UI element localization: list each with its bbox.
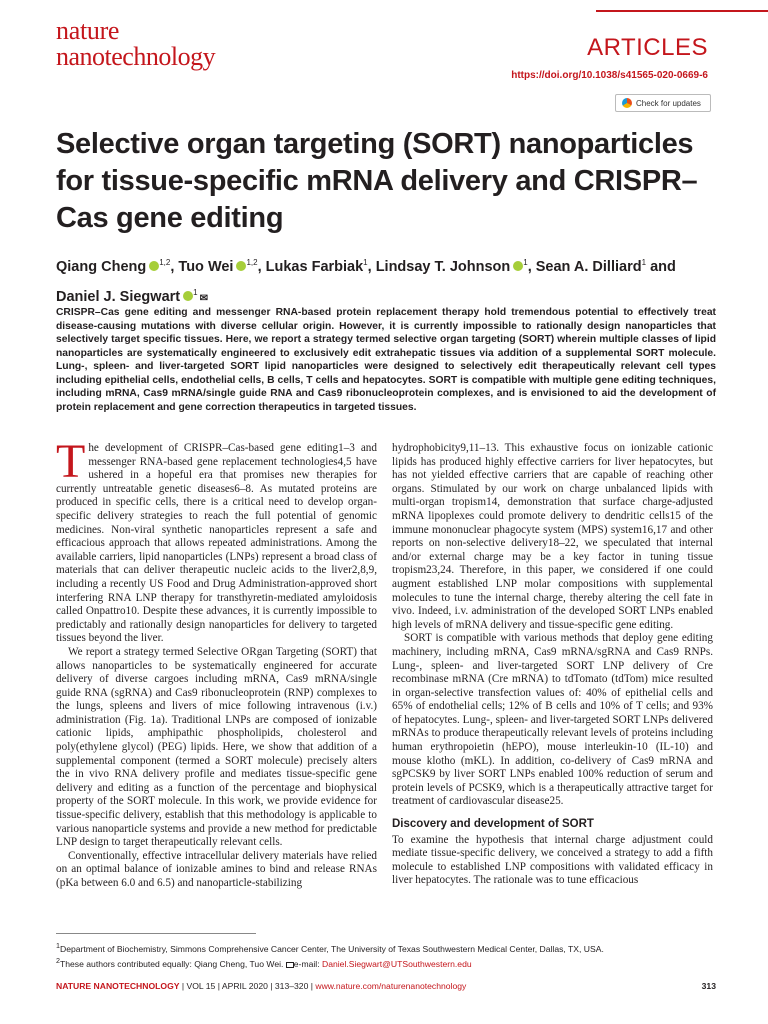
body-paragraph [56, 435, 377, 646]
body-paragraph: SORT is compatible with various methods that deploy gene editing machinery, including mRNA, Cas9 mRNA/sgRNA and Cas9 RNPs. Lung-, spleen- and liver-targeted SORT LNP delivery of Cre recombinase mRNA (Cre mRNA) to tdTomato (tdTom) mice resulted in organ-selective transfection values of: 40% of epithelial cells and 65% of endothelial cells; 12% of B cells and 10% of T cells; and 93% of hepatocytes. Lung-, spleen- and liver-targeted SORT LNPs delivered mRNAs to produce therapeutically relevant levels of proteins including human erythropoietin (hEPO), mouse interleukin-10 (IL-10) and mouse klotho (mKL). In addition, co-delivery of Cas9 mRNA and sgPCSK9 by liver SORT LNPs enabled 100% reduction of serum and protein levels of PCSK9, which is a therapeutically attractive target for treatment of cardiovascular disease25. [392, 632, 713, 808]
author-name[interactable]: Daniel J. Siegwart [56, 288, 181, 305]
journal-name-line1: nature [56, 16, 120, 45]
paragraph-text: he development of CRISPR–Cas-based gene editing1–3 and messenger RNA-based gene replacement technologies4,5 have ushered in a hopeful era that promises new therapies for currently untreatable genetic diseases6–8. As mutated proteins are produced in specific cells, there is a critical need to develop organ-specific delivery strategies to reach the full potential of genomic medicines. Non-viral synthetic nanoparticles represent a safe and efficacious approach that allows repeated administrations. Among the available carriers, lipid nanoparticles (LNPs) represent a broad class of materials that can deliver therapeutic nucleic acids to the liver2,8,9, including a recently US Food and Drug Administration-approved short interfering RNA LNP therapy for transthyretin-mediated amyloidosis called Onpattro10. Despite these advances, it is currently impossible to predictably and rationally design nanoparticles for delivery to targeted tissues beyond the liver. [56, 442, 377, 645]
orcid-icon[interactable] [149, 261, 159, 271]
orcid-icon[interactable] [513, 261, 523, 271]
check-updates-button[interactable] [615, 94, 711, 112]
author-list: Qiang Cheng $^{1,2}$, Tuo Wei $^{1,2}$, Lukas Farbiak$^1$, Lindsay T. Johnson $^1$, Sean A. Dilliard$^1$ and Daniel J. Siegwart $^1$✉ [56, 258, 676, 305]
section-heading: Discovery and development of SORT [392, 818, 594, 831]
email-label: e-mail: [293, 959, 320, 970]
footnote-rule [56, 933, 256, 934]
doi-link[interactable]: https://doi.org/10.1038/s41565-020-0669-6 [511, 70, 708, 81]
author-affiliation: 1 [363, 258, 368, 267]
author-name[interactable]: Sean A. Dilliard [535, 258, 642, 275]
body-paragraph: To examine the hypothesis that internal charge adjustment could mediate tissue-specific delivery, we conceived a strategy to add a fifth molecule to established LNP compositions with validated efficacy in liver hepatocytes. The rationale was to tune efficacious [392, 833, 713, 887]
body-column-right [392, 442, 713, 888]
footnotes [56, 940, 716, 971]
email-icon[interactable]: ✉ [199, 292, 208, 304]
orcid-icon[interactable] [236, 261, 246, 271]
affiliation-text: Department of Biochemistry, Simmons Comprehensive Cancer Center, The University of Texas Southwestern Medical Center, Dallas, TX, USA. [59, 943, 604, 954]
email-icon [286, 962, 294, 968]
page-number: 313 [701, 981, 716, 991]
journal-name-line2: nanotechnology [56, 42, 216, 71]
footer-url[interactable]: www.nature.com/naturenanotechnology [315, 981, 467, 991]
body-column-left [56, 435, 377, 891]
author-name[interactable]: Lukas Farbiak [265, 258, 364, 275]
body-paragraph: We report a strategy termed Selective ORgan Targeting (SORT) that allows nanoparticles to be systematically engineered for accurate delivery of diverse cargoes including mRNA, Cas9 mRNA/single guide RNA (sgRNA) and Cas9 ribonucleoprotein (RNP) complexes to the lungs, spleens and livers of mice following intravenous (i.v.) administration (Fig. 1a). Traditional LNPs are composed of ionizable cationic lipids, amphipathic phospholipids, cholesterol and poly(ethylene glycol) (PEG) lipids. Here, we show that addition of a supplemental component (termed a SORT molecule) precisely alters the in vivo RNA delivery profile and mediates tissue-specific gene delivery and editing as a function of the percentage and biophysical property of the SORT molecule. In this work, we provide evidence for tissue-specific delivery, establish that this methodology is applicable to various nanoparticle systems and provide a new method for predictable LNP design to target therapeutically relevant cells. [56, 645, 377, 849]
article-type: ARTICLES [587, 34, 708, 61]
footnote-mark: 2 [56, 957, 60, 966]
footnote-mark: 1 [56, 942, 60, 950]
page-footer [56, 981, 716, 991]
author-name[interactable]: Lindsay T. Johnson [375, 258, 511, 275]
equal-contribution-footnote [56, 955, 716, 970]
drop-cap: T [56, 435, 86, 488]
body-paragraph: Conventionally, effective intracellular delivery materials have relied on an optimal balance of ionizable amines to bind and release RNAs (pKa between 6.0 and 6.5) and nanoparticle-stabilizing [56, 849, 377, 889]
author-affiliation: 1 [641, 258, 647, 267]
equal-text: These authors contributed equally: Qiang Cheng, Tuo Wei. [59, 959, 284, 970]
footer-journal: NATURE NANOTECHNOLOGY [56, 981, 180, 991]
author-affiliation: 1,2 [159, 258, 171, 267]
body-paragraph: hydrophobicity9,11–13. This exhaustive focus on ionizable cationic lipids has produced highly effective carriers for liver hepatocytes, but has not yielded effective carriers that are capable of reaching other organs. Stimulated by our work on charge unbalanced lipids with multi-organ tropism14, demonstration that surface charge-adjusted mRNA lipoplexes could promote delivery to dendritic cells15 of the immune mononuclear phagocyte system (MPS) system16,17 and other reports on non-selective delivery18–22, we speculated that internal and/or external charge may be a key factor in tuning tissue tropism23,24. Therefore, in this paper, we considered if one could augment established LNP molar compositions with supplemental molecules to tune the internal charge, thereby altering the cell fate in vivo. Indeed, i.v. administration of the developed SORT LNPs enabled high levels of mRNA delivery and tissue-specific gene editing. [392, 442, 713, 631]
author-affiliation: 1,2 [246, 258, 258, 267]
header-rule [596, 10, 768, 12]
footer-citation [56, 981, 466, 991]
journal-logo[interactable] [56, 18, 215, 70]
author-connector: and [650, 258, 676, 275]
check-updates-label: Check for updates [636, 98, 701, 108]
author-affiliation: 1 [193, 287, 198, 297]
crossmark-icon [622, 98, 632, 108]
footer-issue: | VOL 15 | APRIL 2020 | 313–320 | [179, 981, 316, 991]
author-name[interactable]: Tuo Wei [178, 258, 234, 275]
email-link[interactable]: Daniel.Siegwart@UTSouthwestern.edu [321, 959, 472, 970]
author-name[interactable]: Qiang Cheng [56, 258, 147, 275]
abstract: CRISPR–Cas gene editing and messenger RNA-based protein replacement therapy hold tremendous potential to effectively treat disease-causing mutations with diverse cellular origin. However, it is currently impossible to rationally design nanoparticles that selectively target specific tissues. Here, we report a strategy termed selective organ targeting (SORT) wherein multiple classes of lipid nanoparticles are systematically engineered to exclusively edit extrahepatic tissues via addition of a supplemental SORT molecule. Lung-, spleen- and liver-targeted SORT lipid nanoparticles were designed to selectively edit therapeutically relevant cell types including epithelial cells, endothelial cells, B cells, T cells and hepatocytes. SORT is compatible with multiple gene editing techniques, including mRNA, Cas9 mRNA/single guide RNA and Cas9 ribonucleoprotein complexes, and is envisioned to aid the development of protein replacement and gene correction therapeutics in targeted tissues. [56, 307, 716, 413]
orcid-icon[interactable] [183, 291, 193, 301]
affiliation-footnote [56, 940, 716, 955]
author-affiliation: 1 [523, 258, 528, 267]
article-title: Selective organ targeting (SORT) nanoparticles for tissue-specific mRNA delivery and CRISPR–Cas gene editing [56, 128, 698, 234]
